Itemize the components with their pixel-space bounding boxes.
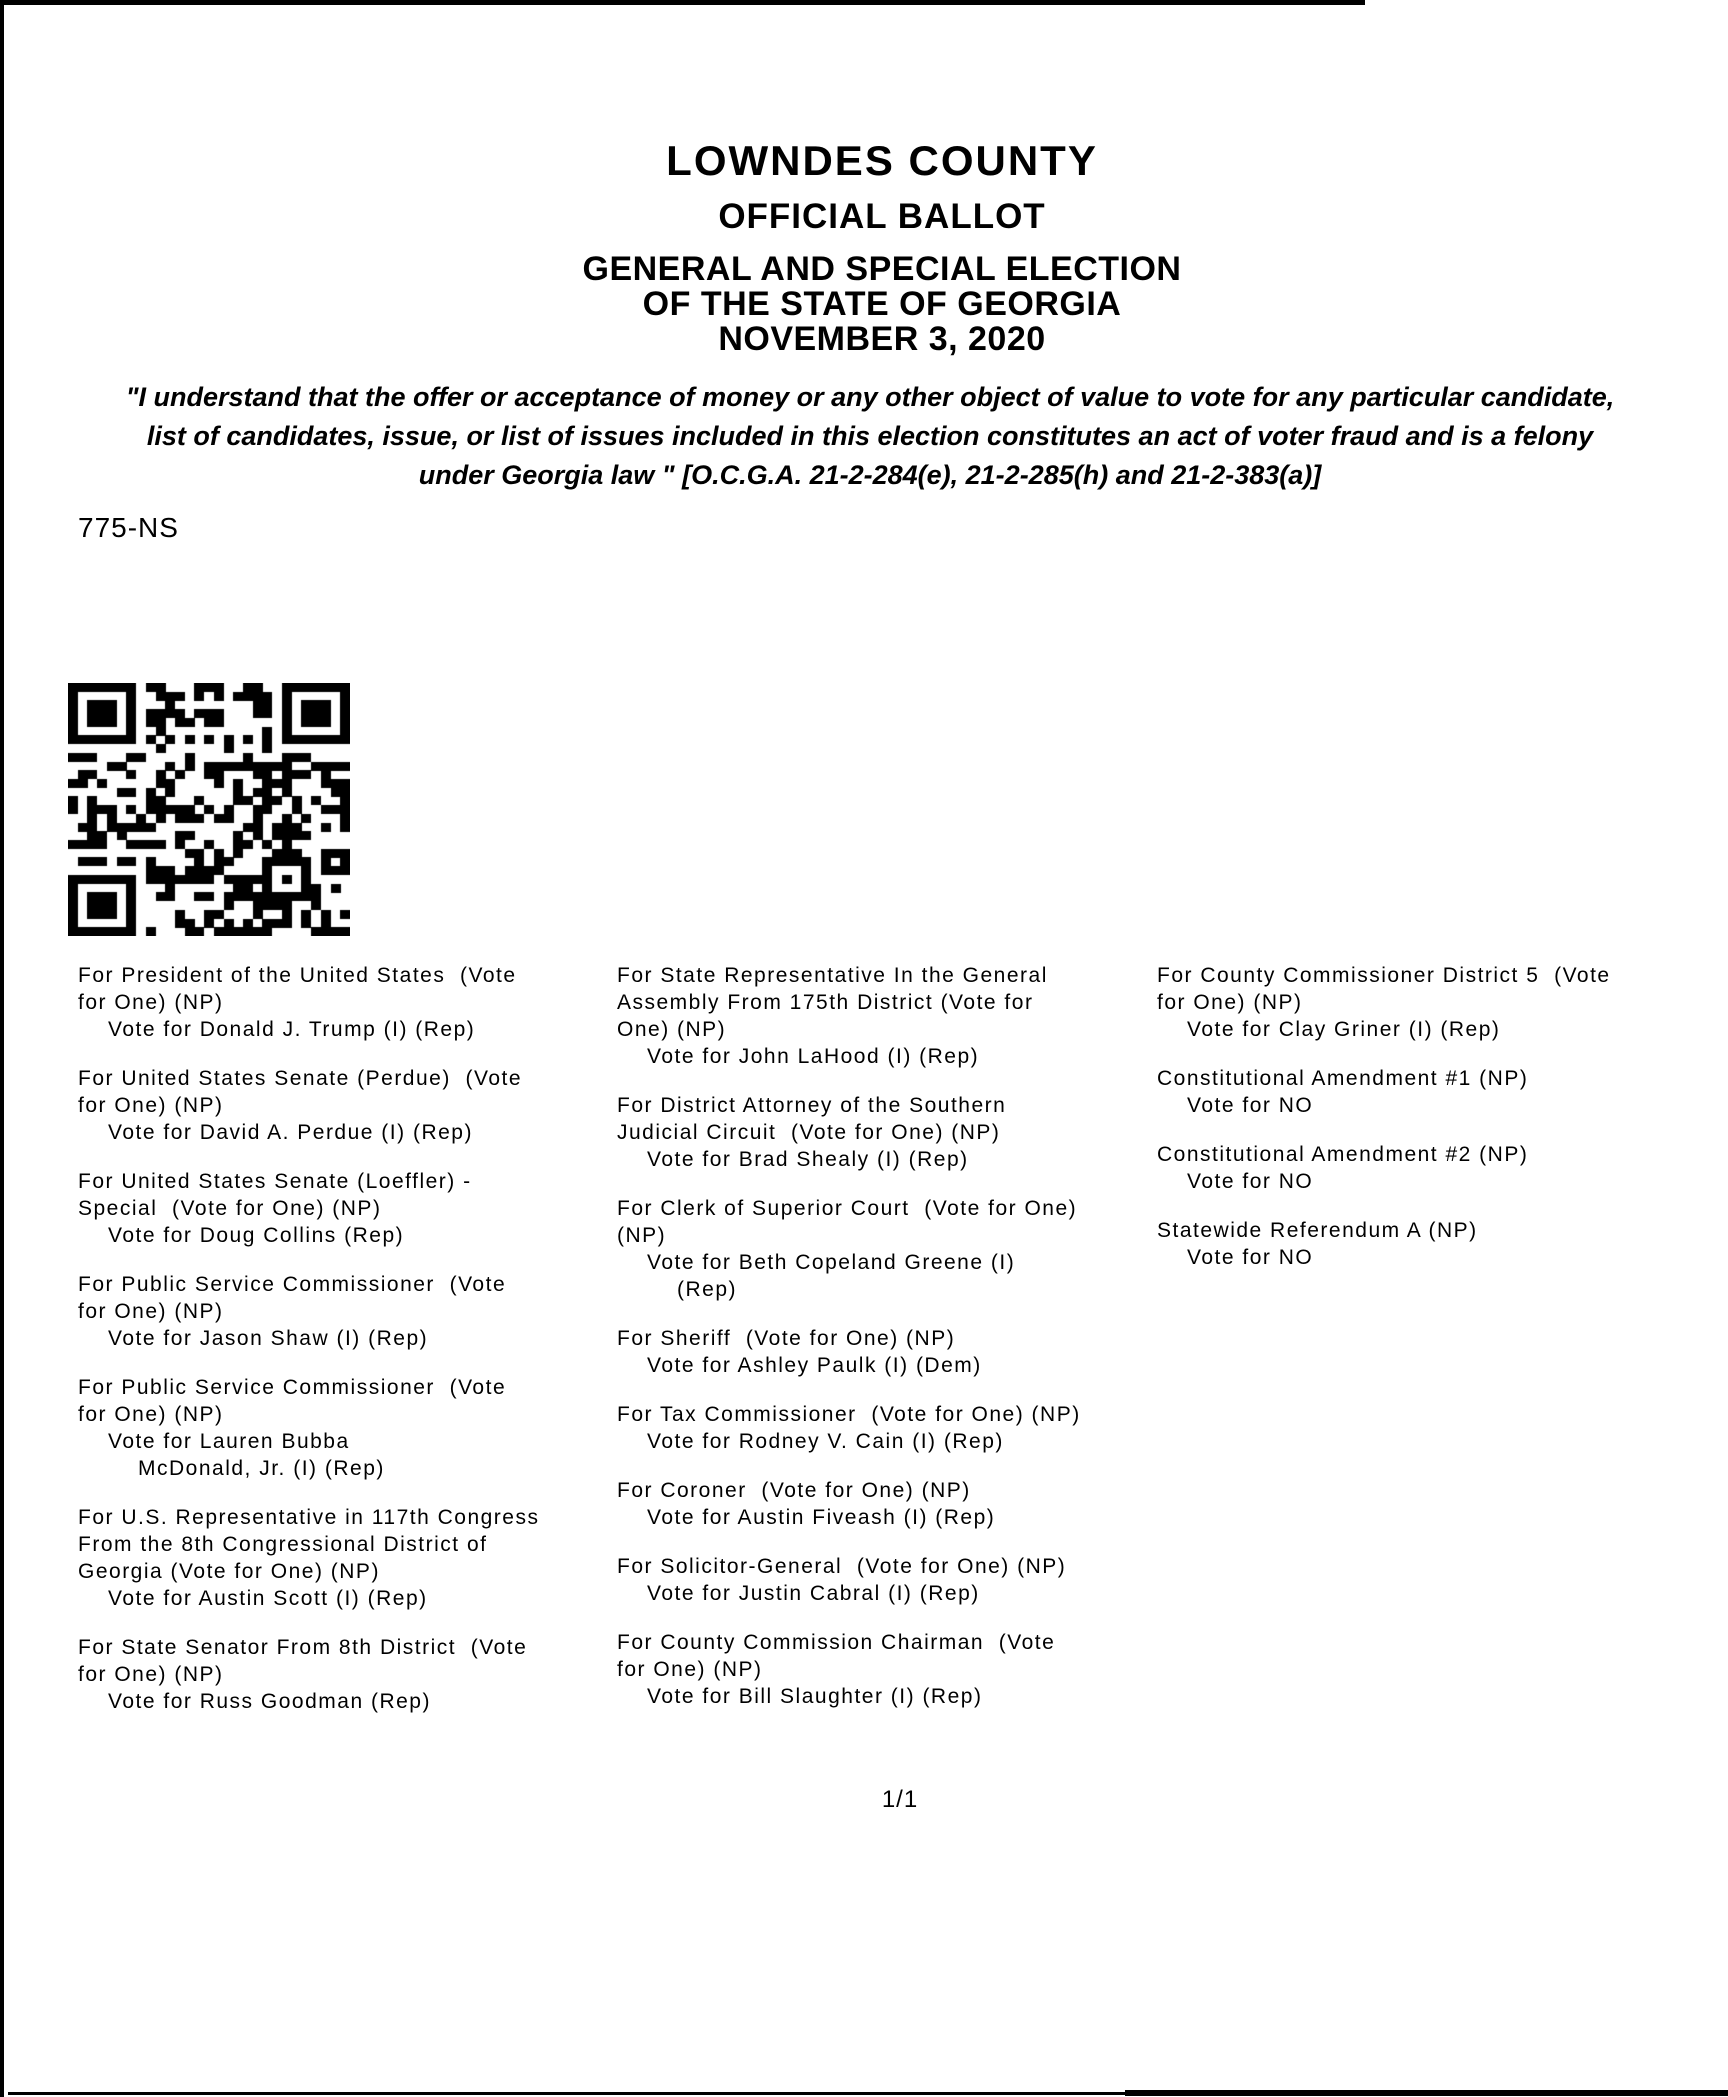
contest-line: For County Commissioner District 5 (Vote xyxy=(1157,964,1611,987)
vote-line: Vote for John LaHood (I) (Rep) xyxy=(647,1045,980,1068)
contest-line: for One) (NP) xyxy=(1157,991,1303,1014)
contest-line: For District Attorney of the Southern xyxy=(617,1094,1007,1117)
contest-line: For Sheriff (Vote for One) (NP) xyxy=(617,1327,956,1350)
contest-entry xyxy=(78,1168,630,1249)
vote-line: McDonald, Jr. (I) (Rep) xyxy=(138,1457,385,1480)
contest-entry xyxy=(617,1553,1169,1607)
contest-entry xyxy=(617,1477,1169,1531)
contest-entry xyxy=(617,962,1169,1070)
contest-line: For Public Service Commissioner (Vote xyxy=(78,1273,507,1296)
ballot-column-1 xyxy=(78,962,630,1737)
contest-entry xyxy=(617,1092,1169,1173)
contest-entry xyxy=(78,1374,630,1482)
contest-entry xyxy=(1157,1141,1717,1195)
vote-line: Vote for David A. Perdue (I) (Rep) xyxy=(108,1121,473,1144)
contest-line: For State Senator From 8th District (Vote xyxy=(78,1636,528,1659)
contest-line: For United States Senate (Perdue) (Vote xyxy=(78,1067,523,1090)
contest-line: Constitutional Amendment #1 (NP) xyxy=(1157,1067,1529,1090)
disclaimer-line: list of candidates, issue, or list of issues included in this election constitutes an act of voter fraud and is a felony xyxy=(146,421,1594,451)
contest-line: for One) (NP) xyxy=(78,1300,224,1323)
county-title: LOWNDES COUNTY xyxy=(666,137,1098,184)
contest-line: Judicial Circuit (Vote for One) (NP) xyxy=(617,1121,1001,1144)
ballot-column-2 xyxy=(617,962,1169,1732)
vote-line: Vote for NO xyxy=(1187,1170,1314,1193)
top-scan-edge-line xyxy=(0,0,1365,5)
vote-line: Vote for Doug Collins (Rep) xyxy=(108,1224,405,1247)
vote-line: (Rep) xyxy=(677,1278,738,1301)
contest-entry xyxy=(617,1629,1169,1710)
vote-line: Vote for Lauren Bubba xyxy=(108,1430,350,1453)
vote-line: Vote for Clay Griner (I) (Rep) xyxy=(1187,1018,1501,1041)
contest-entry xyxy=(617,1195,1169,1303)
vote-line: Vote for Bill Slaughter (I) (Rep) xyxy=(647,1685,983,1708)
page-number: 1/1 xyxy=(881,1786,919,1813)
contest-entry xyxy=(617,1401,1169,1455)
contest-line: Statewide Referendum A (NP) xyxy=(1157,1219,1478,1242)
vote-line: Vote for Donald J. Trump (I) (Rep) xyxy=(108,1018,476,1041)
contest-line: For County Commission Chairman (Vote xyxy=(617,1631,1056,1654)
contest-line: For U.S. Representative in 117th Congress xyxy=(78,1506,540,1529)
disclaimer-line: "I understand that the offer or acceptance of money or any other object of value to vote for any particular candidate, xyxy=(125,382,1615,412)
contest-entry xyxy=(78,1065,630,1146)
contest-line: For Tax Commissioner (Vote for One) (NP) xyxy=(617,1403,1081,1426)
contest-line: for One) (NP) xyxy=(78,1663,224,1686)
vote-line: Vote for NO xyxy=(1187,1246,1314,1269)
disclaimer-line: under Georgia law " [O.C.G.A. 21-2-284(e), 21-2-285(h) and 21-2-383(a)] xyxy=(418,460,1322,490)
contest-entry xyxy=(78,1504,630,1612)
contest-entry xyxy=(1157,1065,1717,1119)
contest-line: (NP) xyxy=(617,1224,667,1247)
ballot-qr-code xyxy=(68,683,350,936)
contest-line: For President of the United States (Vote xyxy=(78,964,517,987)
contest-line: for One) (NP) xyxy=(617,1658,763,1681)
ballot-header xyxy=(18,138,1728,357)
ballot-style-number: 775-NS xyxy=(78,512,179,543)
vote-line: Vote for Jason Shaw (I) (Rep) xyxy=(108,1327,429,1350)
contest-line: For Public Service Commissioner (Vote xyxy=(78,1376,507,1399)
contest-line: For Coroner (Vote for One) (NP) xyxy=(617,1479,971,1502)
contest-line: for One) (NP) xyxy=(78,1403,224,1426)
election-title xyxy=(18,252,1728,357)
contest-line: Georgia (Vote for One) (NP) xyxy=(78,1560,380,1583)
contest-line: One) (NP) xyxy=(617,1018,727,1041)
contest-line: From the 8th Congressional District of xyxy=(78,1533,488,1556)
ballot-title: OFFICIAL BALLOT xyxy=(718,197,1046,236)
contest-entry xyxy=(1157,1217,1717,1271)
vote-line: Vote for Austin Fiveash (I) (Rep) xyxy=(647,1506,996,1529)
election-title-line: NOVEMBER 3, 2020 xyxy=(718,320,1046,358)
left-scan-edge-line xyxy=(0,0,4,2097)
contest-line: for One) (NP) xyxy=(78,991,224,1014)
vote-line: Vote for Russ Goodman (Rep) xyxy=(108,1690,431,1713)
vote-line: Vote for Brad Shealy (I) (Rep) xyxy=(647,1148,969,1171)
contest-line: For Clerk of Superior Court (Vote for One) xyxy=(617,1197,1078,1220)
contest-entry xyxy=(1157,962,1717,1043)
election-title-line: GENERAL AND SPECIAL ELECTION xyxy=(582,250,1182,288)
contest-line: For United States Senate (Loeffler) - xyxy=(78,1170,472,1193)
contest-line: For Solicitor-General (Vote for One) (NP) xyxy=(617,1555,1067,1578)
vote-line: Vote for Austin Scott (I) (Rep) xyxy=(108,1587,428,1610)
contest-line: for One) (NP) xyxy=(78,1094,224,1117)
contest-entry xyxy=(617,1325,1169,1379)
vote-line: Vote for Justin Cabral (I) (Rep) xyxy=(647,1582,980,1605)
contest-entry xyxy=(78,962,630,1043)
contest-entry xyxy=(78,1271,630,1352)
bottom-scan-edge-line-thick xyxy=(1125,2090,1728,2096)
contest-line: Assembly From 175th District (Vote for xyxy=(617,991,1034,1014)
contest-entry xyxy=(78,1634,630,1715)
ballot-column-3 xyxy=(1157,962,1717,1293)
contest-line: Special (Vote for One) (NP) xyxy=(78,1197,382,1220)
vote-line: Vote for Beth Copeland Greene (I) xyxy=(647,1251,1016,1274)
vote-line: Vote for Ashley Paulk (I) (Dem) xyxy=(647,1354,982,1377)
contest-line: For State Representative In the General xyxy=(617,964,1048,987)
voter-fraud-disclaimer xyxy=(6,378,1728,495)
vote-line: Vote for NO xyxy=(1187,1094,1314,1117)
vote-line: Vote for Rodney V. Cain (I) (Rep) xyxy=(647,1430,1004,1453)
election-title-line: OF THE STATE OF GEORGIA xyxy=(642,285,1122,323)
contest-line: Constitutional Amendment #2 (NP) xyxy=(1157,1143,1529,1166)
